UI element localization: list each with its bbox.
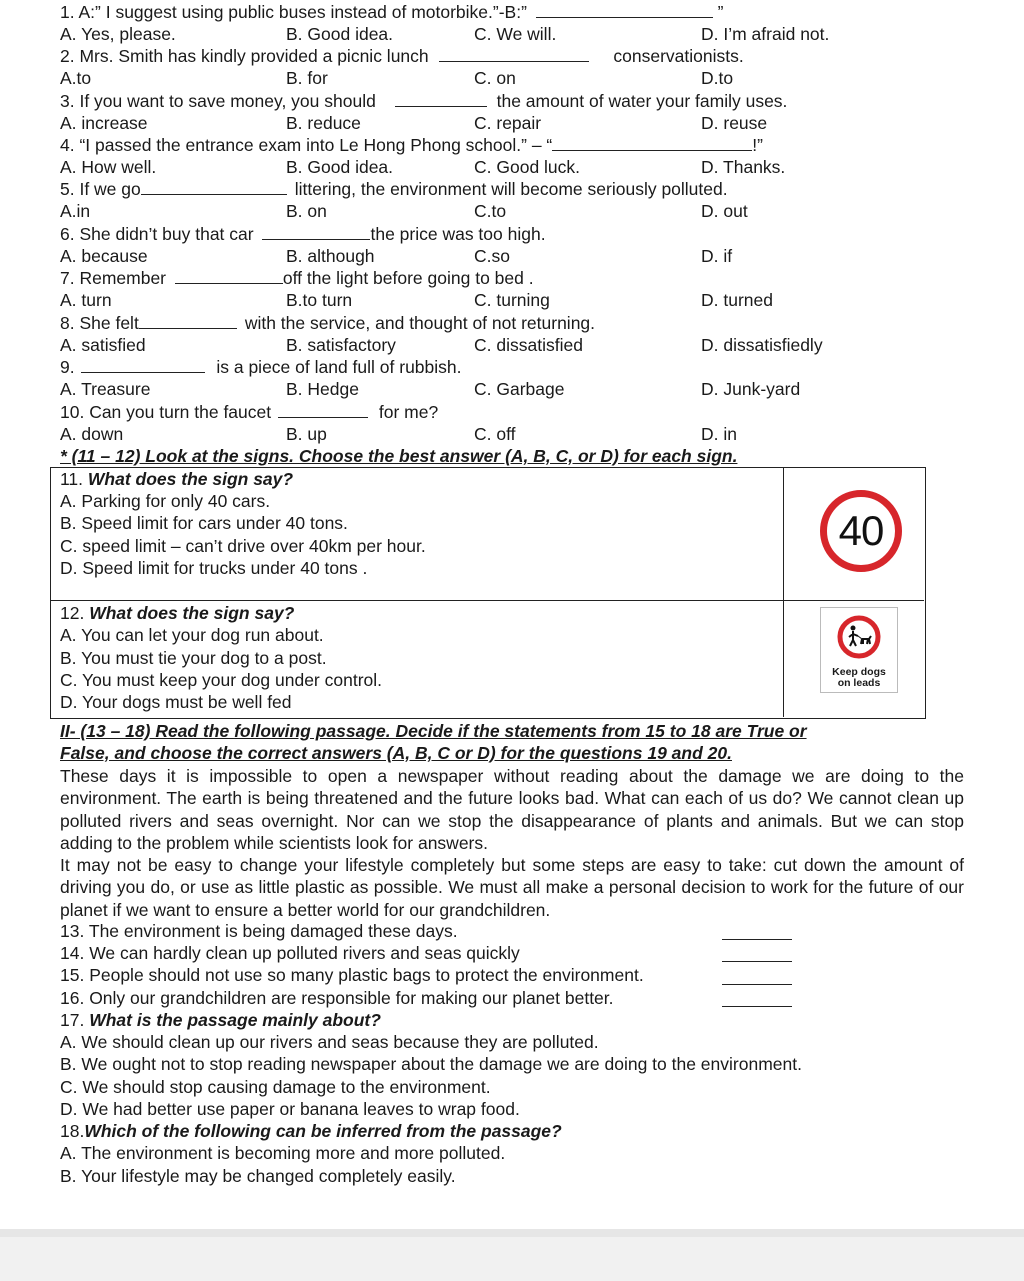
passage-paragraph: It may not be easy to change your lifestyle completely but some steps are easy to take: cut down the amount of driving you do, or use as little plastic as possible. We must all make a personal decision to work for the future of our planet if we want to ensure a better world for our grandchildren. [60, 855, 964, 920]
answer-blank [175, 268, 283, 284]
passage-paragraph: These days it is impossible to open a newspaper without reading about the damage we are doing to the environment. The earth is being threatened and the future looks bad. What can each of us do? We cannot clean up polluted rivers and seas overnight. Nor can we stop the disappearance of plants and animals. But we can stop adding to the problem while scientists look for answers. [60, 766, 964, 853]
question-1: 1. A:” I suggest using public buses instead of motorbike.”-B:” ” [60, 2, 724, 22]
answer-blank [552, 135, 752, 151]
option: A. You can let your dog run about. [60, 625, 324, 645]
option: C. repair [474, 113, 542, 133]
question-11: 11. What does the sign say? [60, 469, 294, 489]
statement-16: 16. Only our grandchildren are responsible for making our planet better. [60, 988, 614, 1008]
option: A. We should clean up our rivers and seas because they are polluted. [60, 1032, 599, 1052]
sign-caption: Keep dogs on leads [832, 666, 886, 689]
option: C. turning [474, 290, 550, 310]
table-divider [50, 600, 924, 601]
option: B. Speed limit for cars under 40 tons. [60, 513, 348, 533]
option: D. out [701, 201, 748, 221]
option: C. dissatisfied [474, 335, 583, 355]
option: C. Garbage [474, 379, 565, 399]
option: A. turn [60, 290, 112, 310]
option: B. up [286, 424, 327, 444]
statement-15: 15. People should not use so many plastic bags to protect the environment. [60, 965, 644, 985]
signs-heading: * (11 – 12) Look at the signs. Choose the best answer (A, B, C, or D) for each sign. [60, 446, 738, 466]
statement-13: 13. The environment is being damaged these days. [60, 921, 458, 941]
option: B. satisfactory [286, 335, 396, 355]
option: B. reduce [286, 113, 361, 133]
keep-dogs-on-leads-sign [820, 607, 898, 693]
option: A.in [60, 201, 91, 221]
answer-blank [722, 960, 792, 962]
option: A. satisfied [60, 335, 146, 355]
option: D. Thanks. [701, 157, 786, 177]
option: C. speed limit – can’t drive over 40km per hour. [60, 536, 426, 556]
option: D. We had better use paper or banana leaves to wrap food. [60, 1099, 520, 1119]
option: C. Good luck. [474, 157, 581, 177]
option: D. in [701, 424, 737, 444]
dog-on-leash-icon [821, 608, 897, 664]
question-2: 2. Mrs. Smith has kindly provided a picnic lunch conservationists. [60, 46, 744, 66]
answer-blank [439, 46, 589, 62]
option: D. turned [701, 290, 773, 310]
option: B. We ought not to stop reading newspaper about the damage we are doing to the environment. [60, 1054, 802, 1074]
question-9: 9. is a piece of land full of rubbish. [60, 357, 462, 377]
answer-blank [139, 313, 237, 329]
answer-blank [722, 1005, 792, 1007]
question-10: 10. Can you turn the faucet for me? [60, 402, 439, 422]
question-17: 17. What is the passage mainly about? [60, 1010, 381, 1030]
page-bottom-band [0, 1229, 1024, 1281]
option: C.to [474, 201, 507, 221]
part2-heading-line1: II- (13 – 18) Read the following passage. Decide if the statements from 15 to 18 are True or [60, 721, 807, 741]
option: B. although [286, 246, 375, 266]
question-3: 3. If you want to save money, you should the amount of water your family uses. [60, 91, 788, 111]
reading-passage [60, 765, 964, 921]
option: D. Your dogs must be well fed [60, 692, 292, 712]
option: D. Junk-yard [701, 379, 801, 399]
option: C.so [474, 246, 510, 266]
question-6: 6. She didn’t buy that car the price was too high. [60, 224, 546, 244]
option: A. Yes, please. [60, 24, 176, 44]
option: A. Treasure [60, 379, 151, 399]
question-7: 7. Remember off the light before going to bed . [60, 268, 534, 288]
option: B. Hedge [286, 379, 359, 399]
option: B. for [286, 68, 328, 88]
option: A. How well. [60, 157, 157, 177]
option: A. because [60, 246, 148, 266]
option: C. on [474, 68, 516, 88]
option: B.to turn [286, 290, 353, 310]
part2-heading-line2: False, and choose the correct answers (A, B, C or D) for the questions 19 and 20. [60, 743, 732, 763]
option: C. We will. [474, 24, 557, 44]
option: B. Good idea. [286, 24, 394, 44]
option: C. We should stop causing damage to the environment. [60, 1077, 491, 1097]
option: B. Good idea. [286, 157, 394, 177]
option: D. Speed limit for trucks under 40 tons . [60, 558, 368, 578]
speed-limit-sign-icon: 40 [820, 490, 902, 572]
option: D. I’m afraid not. [701, 24, 830, 44]
answer-blank [722, 938, 792, 940]
option: D. reuse [701, 113, 768, 133]
answer-blank [141, 179, 287, 195]
option: B. Your lifestyle may be changed completely easily. [60, 1166, 456, 1186]
answer-blank [262, 224, 370, 240]
option: B. You must tie your dog to a post. [60, 648, 327, 668]
option: C. You must keep your dog under control. [60, 670, 383, 690]
option: D. dissatisfiedly [701, 335, 823, 355]
question-18: 18.Which of the following can be inferred from the passage? [60, 1121, 562, 1141]
option: C. off [474, 424, 516, 444]
question-12: 12. What does the sign say? [60, 603, 295, 623]
option: A. down [60, 424, 124, 444]
statement-14: 14. We can hardly clean up polluted rivers and seas quickly [60, 943, 520, 963]
answer-blank [81, 357, 205, 373]
answer-blank [536, 2, 713, 18]
option: B. on [286, 201, 327, 221]
answer-blank [278, 402, 368, 418]
option: A. increase [60, 113, 148, 133]
option: A. The environment is becoming more and more polluted. [60, 1143, 506, 1163]
table-divider [783, 467, 784, 717]
question-8: 8. She felt with the service, and thought of not returning. [60, 313, 596, 333]
option: D. if [701, 246, 733, 266]
option: A.to [60, 68, 92, 88]
answer-blank [395, 91, 487, 107]
answer-blank [722, 983, 792, 985]
option: D.to [701, 68, 734, 88]
option: A. Parking for only 40 cars. [60, 491, 271, 511]
question-4: 4. “I passed the entrance exam into Le Hong Phong school.” – “ !” [60, 135, 763, 155]
question-5: 5. If we go littering, the environment will become seriously polluted. [60, 179, 728, 199]
